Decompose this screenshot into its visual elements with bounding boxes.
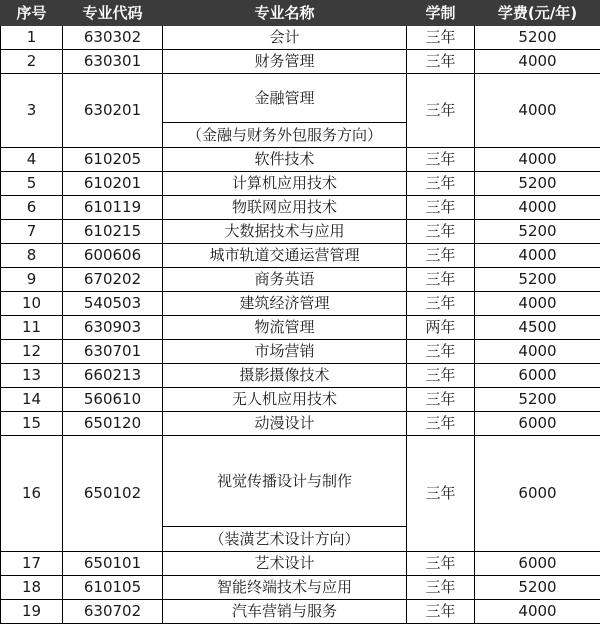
- table-row: [1, 316, 600, 340]
- cell-name: 艺术设计: [163, 552, 407, 576]
- cell-fee: 6000: [475, 412, 600, 436]
- cell-no: 4: [1, 148, 63, 172]
- cell-fee: 4000: [475, 196, 600, 220]
- cell-fee: 4000: [475, 340, 600, 364]
- cell-code: 610201: [63, 172, 163, 196]
- cell-code: 650101: [63, 552, 163, 576]
- cell-years: 三年: [407, 196, 475, 220]
- cell-no: 10: [1, 292, 63, 316]
- cell-code: 600606: [63, 244, 163, 268]
- cell-code: 630201: [63, 74, 163, 148]
- cell-direction: （装潢艺术设计方向）: [163, 527, 407, 552]
- cell-no: 7: [1, 220, 63, 244]
- cell-no: 19: [1, 600, 63, 624]
- cell-no: 14: [1, 388, 63, 412]
- cell-code: 630903: [63, 316, 163, 340]
- cell-no: 17: [1, 552, 63, 576]
- cell-code: 660213: [63, 364, 163, 388]
- cell-code: 630702: [63, 600, 163, 624]
- cell-code: 560610: [63, 388, 163, 412]
- cell-years: 三年: [407, 268, 475, 292]
- cell-name: 软件技术: [163, 148, 407, 172]
- cell-name: 计算机应用技术: [163, 172, 407, 196]
- table-row: [1, 576, 600, 600]
- cell-years: 三年: [407, 148, 475, 172]
- cell-name: 市场营销: [163, 340, 407, 364]
- cell-code: 630301: [63, 50, 163, 74]
- cell-fee: 5200: [475, 220, 600, 244]
- cell-name: 动漫设计: [163, 412, 407, 436]
- cell-no: 18: [1, 576, 63, 600]
- table-row: [1, 412, 600, 436]
- cell-no: 11: [1, 316, 63, 340]
- cell-name: 物联网应用技术: [163, 196, 407, 220]
- cell-years: 三年: [407, 340, 475, 364]
- cell-no: 3: [1, 74, 63, 148]
- cell-fee: 6000: [475, 552, 600, 576]
- cell-years: 三年: [407, 26, 475, 50]
- cell-fee: 5200: [475, 26, 600, 50]
- cell-fee: 5200: [475, 268, 600, 292]
- cell-code: 650120: [63, 412, 163, 436]
- cell-years: 两年: [407, 316, 475, 340]
- table-row: [1, 50, 600, 74]
- table-row: [1, 340, 600, 364]
- cell-fee: 5200: [475, 388, 600, 412]
- cell-name: 城市轨道交通运营管理: [163, 244, 407, 268]
- cell-name: 金融管理: [163, 74, 407, 123]
- cell-years: 三年: [407, 388, 475, 412]
- table-row: [1, 74, 600, 123]
- table-row: [1, 244, 600, 268]
- table-row: [1, 148, 600, 172]
- cell-years: 三年: [407, 292, 475, 316]
- cell-no: 9: [1, 268, 63, 292]
- table-row: [1, 388, 600, 412]
- cell-code: 670202: [63, 268, 163, 292]
- cell-code: 630302: [63, 26, 163, 50]
- cell-name: 摄影摄像技术: [163, 364, 407, 388]
- table-row: [1, 26, 600, 50]
- cell-name: 商务英语: [163, 268, 407, 292]
- cell-name: 大数据技术与应用: [163, 220, 407, 244]
- table-row: [1, 292, 600, 316]
- cell-name: 智能终端技术与应用: [163, 576, 407, 600]
- cell-fee: 4000: [475, 244, 600, 268]
- table-row: [1, 268, 600, 292]
- table-row: [1, 436, 600, 527]
- cell-code: 630701: [63, 340, 163, 364]
- cell-years: 三年: [407, 220, 475, 244]
- cell-fee: 4000: [475, 292, 600, 316]
- header-row: [1, 1, 600, 26]
- cell-fee: 4500: [475, 316, 600, 340]
- cell-direction: （金融与财务外包服务方向）: [163, 123, 407, 148]
- cell-fee: 4000: [475, 148, 600, 172]
- cell-no: 2: [1, 50, 63, 74]
- cell-fee: 6000: [475, 436, 600, 552]
- table-row: [1, 364, 600, 388]
- cell-fee: 4000: [475, 50, 600, 74]
- table-row: [1, 220, 600, 244]
- cell-name: 建筑经济管理: [163, 292, 407, 316]
- cell-fee: 4000: [475, 74, 600, 148]
- cell-no: 8: [1, 244, 63, 268]
- cell-years: 三年: [407, 50, 475, 74]
- cell-years: 三年: [407, 412, 475, 436]
- cell-years: 三年: [407, 244, 475, 268]
- cell-code: 540503: [63, 292, 163, 316]
- cell-code: 610119: [63, 196, 163, 220]
- header-code: 专业代码: [63, 1, 163, 26]
- cell-name: 财务管理: [163, 50, 407, 74]
- cell-no: 6: [1, 196, 63, 220]
- cell-years: 三年: [407, 364, 475, 388]
- cell-name: 会计: [163, 26, 407, 50]
- cell-no: 16: [1, 436, 63, 552]
- cell-no: 1: [1, 26, 63, 50]
- cell-fee: 4000: [475, 600, 600, 624]
- table-row: [1, 172, 600, 196]
- cell-no: 15: [1, 412, 63, 436]
- cell-name: 无人机应用技术: [163, 388, 407, 412]
- cell-fee: 5200: [475, 172, 600, 196]
- header-fee: 学费(元/年): [475, 1, 600, 26]
- cell-years: 三年: [407, 552, 475, 576]
- cell-years: 三年: [407, 172, 475, 196]
- cell-fee: 5200: [475, 576, 600, 600]
- cell-no: 5: [1, 172, 63, 196]
- cell-code: 610215: [63, 220, 163, 244]
- header-years: 学制: [407, 1, 475, 26]
- cell-fee: 6000: [475, 364, 600, 388]
- header-name: 专业名称: [163, 1, 407, 26]
- cell-no: 12: [1, 340, 63, 364]
- cell-years: 三年: [407, 576, 475, 600]
- cell-no: 13: [1, 364, 63, 388]
- table-row: [1, 196, 600, 220]
- cell-name: 视觉传播设计与制作: [163, 436, 407, 527]
- cell-years: 三年: [407, 74, 475, 148]
- cell-name: 物流管理: [163, 316, 407, 340]
- cell-name: 汽车营销与服务: [163, 600, 407, 624]
- cell-code: 650102: [63, 436, 163, 552]
- header-no: 序号: [1, 1, 63, 26]
- cell-code: 610105: [63, 576, 163, 600]
- cell-years: 三年: [407, 600, 475, 624]
- cell-years: 三年: [407, 436, 475, 552]
- cell-code: 610205: [63, 148, 163, 172]
- table-row: [1, 552, 600, 576]
